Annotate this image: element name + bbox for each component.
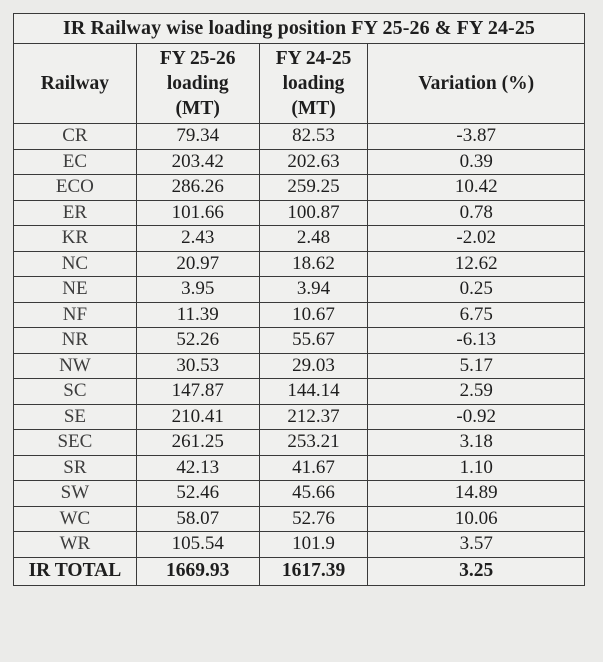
- table-row: [14, 149, 585, 175]
- table-row: [14, 226, 585, 252]
- row-fy2526: 3.95: [136, 277, 259, 303]
- table-row: [14, 124, 585, 150]
- header-fy2425-line-3: (MT): [291, 98, 336, 119]
- row-variation: 5.17: [368, 353, 585, 379]
- table-row: [14, 506, 585, 532]
- header-fy2526: [136, 44, 259, 124]
- table-row: [14, 328, 585, 354]
- row-railway: EC: [14, 149, 137, 175]
- row-fy2425: 144.14: [259, 379, 368, 405]
- row-fy2425: 100.87: [259, 200, 368, 226]
- row-fy2526: 42.13: [136, 455, 259, 481]
- row-fy2526: 210.41: [136, 404, 259, 430]
- row-railway: SC: [14, 379, 137, 405]
- row-fy2526: 11.39: [136, 302, 259, 328]
- row-variation: 0.25: [368, 277, 585, 303]
- row-railway: CR: [14, 124, 137, 150]
- table-title: IR Railway wise loading position FY 25-26 & FY 24-25: [14, 14, 585, 44]
- table-row: [14, 251, 585, 277]
- row-variation: 3.57: [368, 532, 585, 558]
- row-variation: -0.92: [368, 404, 585, 430]
- row-fy2425: 52.76: [259, 506, 368, 532]
- row-railway: SE: [14, 404, 137, 430]
- row-fy2425: 55.67: [259, 328, 368, 354]
- total-railway: IR TOTAL: [14, 557, 137, 585]
- row-variation: 12.62: [368, 251, 585, 277]
- row-variation: 0.78: [368, 200, 585, 226]
- row-railway: KR: [14, 226, 137, 252]
- row-variation: 10.06: [368, 506, 585, 532]
- row-variation: 0.39: [368, 149, 585, 175]
- row-railway: NE: [14, 277, 137, 303]
- header-fy2425: [259, 44, 368, 124]
- row-fy2526: 79.34: [136, 124, 259, 150]
- row-fy2425: 2.48: [259, 226, 368, 252]
- row-fy2425: 18.62: [259, 251, 368, 277]
- row-railway: ECO: [14, 175, 137, 201]
- row-fy2526: 20.97: [136, 251, 259, 277]
- header-fy2526-line-2: loading: [166, 73, 229, 94]
- table-row: [14, 277, 585, 303]
- row-fy2425: 45.66: [259, 481, 368, 507]
- row-variation: 14.89: [368, 481, 585, 507]
- table-row: [14, 455, 585, 481]
- row-fy2526: 203.42: [136, 149, 259, 175]
- row-fy2526: 147.87: [136, 379, 259, 405]
- row-variation: 10.42: [368, 175, 585, 201]
- header-railway: Railway: [14, 44, 137, 124]
- row-railway: NW: [14, 353, 137, 379]
- table-body: [14, 124, 585, 558]
- header-fy2425-line-1: FY 24-25: [275, 48, 352, 69]
- row-variation: -2.02: [368, 226, 585, 252]
- table-row: [14, 353, 585, 379]
- row-railway: NR: [14, 328, 137, 354]
- total-fy2425: 1617.39: [259, 557, 368, 585]
- table-row: [14, 532, 585, 558]
- row-fy2526: 52.46: [136, 481, 259, 507]
- row-railway: NF: [14, 302, 137, 328]
- row-fy2425: 101.9: [259, 532, 368, 558]
- row-fy2526: 58.07: [136, 506, 259, 532]
- table-row: [14, 404, 585, 430]
- row-fy2526: 30.53: [136, 353, 259, 379]
- row-variation: 6.75: [368, 302, 585, 328]
- row-railway: NC: [14, 251, 137, 277]
- row-fy2425: 10.67: [259, 302, 368, 328]
- row-railway: SW: [14, 481, 137, 507]
- row-variation: 3.18: [368, 430, 585, 456]
- row-fy2526: 2.43: [136, 226, 259, 252]
- total-row: [14, 557, 585, 585]
- row-fy2425: 259.25: [259, 175, 368, 201]
- row-railway: WR: [14, 532, 137, 558]
- header-row: [14, 44, 585, 124]
- table-row: [14, 200, 585, 226]
- row-fy2425: 3.94: [259, 277, 368, 303]
- row-railway: SR: [14, 455, 137, 481]
- row-fy2526: 286.26: [136, 175, 259, 201]
- header-fy2526-line-1: FY 25-26: [159, 48, 236, 69]
- row-railway: WC: [14, 506, 137, 532]
- row-fy2425: 41.67: [259, 455, 368, 481]
- row-railway: ER: [14, 200, 137, 226]
- header-fy2425-line-2: loading: [282, 73, 345, 94]
- row-fy2425: 82.53: [259, 124, 368, 150]
- row-fy2425: 212.37: [259, 404, 368, 430]
- table-row: [14, 302, 585, 328]
- table-row: [14, 481, 585, 507]
- row-fy2526: 105.54: [136, 532, 259, 558]
- row-variation: 2.59: [368, 379, 585, 405]
- row-variation: -6.13: [368, 328, 585, 354]
- header-variation: Variation (%): [368, 44, 585, 124]
- row-fy2425: 253.21: [259, 430, 368, 456]
- total-fy2526: 1669.93: [136, 557, 259, 585]
- table-row: [14, 379, 585, 405]
- row-fy2425: 202.63: [259, 149, 368, 175]
- row-fy2526: 52.26: [136, 328, 259, 354]
- row-variation: 1.10: [368, 455, 585, 481]
- row-fy2526: 101.66: [136, 200, 259, 226]
- total-variation: 3.25: [368, 557, 585, 585]
- row-railway: SEC: [14, 430, 137, 456]
- header-fy2526-line-3: (MT): [175, 98, 220, 119]
- row-fy2425: 29.03: [259, 353, 368, 379]
- table-row: [14, 430, 585, 456]
- table-row: [14, 175, 585, 201]
- loading-table: [13, 13, 585, 586]
- row-fy2526: 261.25: [136, 430, 259, 456]
- row-variation: -3.87: [368, 124, 585, 150]
